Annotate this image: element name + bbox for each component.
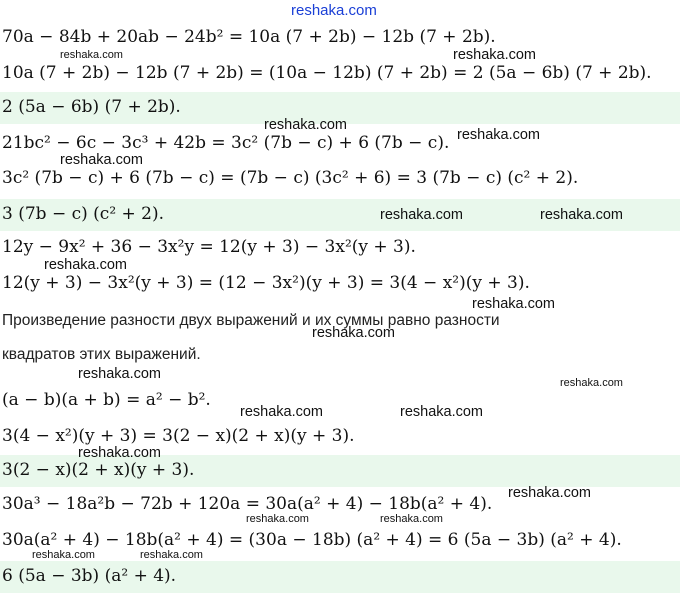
watermark: reshaka.com xyxy=(60,152,144,168)
watermark: reshaka.com xyxy=(508,485,592,501)
watermark: reshaka.com xyxy=(264,117,348,133)
eq-3-answer: 3(2 − x)(2 + x)(y + 3). xyxy=(0,455,680,487)
watermark: reshaka.com xyxy=(78,445,162,461)
eq-1-step-1: 70a − 84b + 20ab − 24b² = 10a (7 + 2b) − 12b (7 + 2b). xyxy=(2,27,496,47)
watermark: reshaka.com xyxy=(472,296,556,312)
rule-text-2: квадратов этих выражений. xyxy=(2,346,201,363)
eq-1-answer: 2 (5a − 6b) (7 + 2b). xyxy=(0,92,680,124)
watermark: reshaka.com xyxy=(60,49,123,61)
eq-4-step-1: 30a³ − 18a²b − 72b + 120a = 30a(a² + 4) − 18b(a² + 4). xyxy=(2,494,493,514)
rule-text-1: Произведение разности двух выражений и их суммы равно разности xyxy=(2,312,500,329)
eq-1-step-2: 10a (7 + 2b) − 12b (7 + 2b) = (10a − 12b) (7 + 2b) = 2 (5a − 6b) (7 + 2b). xyxy=(2,63,652,83)
site-header-watermark[interactable]: reshaka.com xyxy=(291,2,377,19)
watermark: reshaka.com xyxy=(246,513,309,525)
eq-3-step-3: 3(4 − x²)(y + 3) = 3(2 − x)(2 + x)(y + 3). xyxy=(2,426,355,446)
eq-4-answer: 6 (5a − 3b) (a² + 4). xyxy=(0,561,680,593)
watermark: reshaka.com xyxy=(540,207,624,223)
eq-2-step-2: 3c² (7b − c) + 6 (7b − c) = (7b − c) (3c² + 6) = 3 (7b − c) (c² + 2). xyxy=(2,168,579,188)
eq-3-step-2: 12(y + 3) − 3x²(y + 3) = (12 − 3x²)(y + 3) = 3(4 − x²)(y + 3). xyxy=(2,273,530,293)
watermark: reshaka.com xyxy=(312,325,396,341)
watermark: reshaka.com xyxy=(78,366,162,382)
eq-4-step-2: 30a(a² + 4) − 18b(a² + 4) = (30a − 18b) (a² + 4) = 6 (5a − 3b) (a² + 4). xyxy=(2,530,622,550)
eq-2-answer: 3 (7b − c) (c² + 2). xyxy=(0,199,680,231)
watermark: reshaka.com xyxy=(453,47,537,63)
watermark: reshaka.com xyxy=(32,549,95,561)
watermark: reshaka.com xyxy=(380,513,443,525)
watermark: reshaka.com xyxy=(457,127,541,143)
eq-3-step-1: 12y − 9x² + 36 − 3x²y = 12(y + 3) − 3x²(y + 3). xyxy=(2,237,416,257)
eq-2-step-1: 21bc² − 6c − 3c³ + 42b = 3c² (7b − c) + 6 (7b − c). xyxy=(2,133,450,153)
watermark: reshaka.com xyxy=(400,404,484,420)
watermark: reshaka.com xyxy=(380,207,464,223)
watermark: reshaka.com xyxy=(560,377,623,389)
watermark: reshaka.com xyxy=(240,404,324,420)
watermark: reshaka.com xyxy=(140,549,203,561)
watermark: reshaka.com xyxy=(44,257,128,273)
eq-rule-formula: (a − b)(a + b) = a² − b². xyxy=(2,390,211,410)
